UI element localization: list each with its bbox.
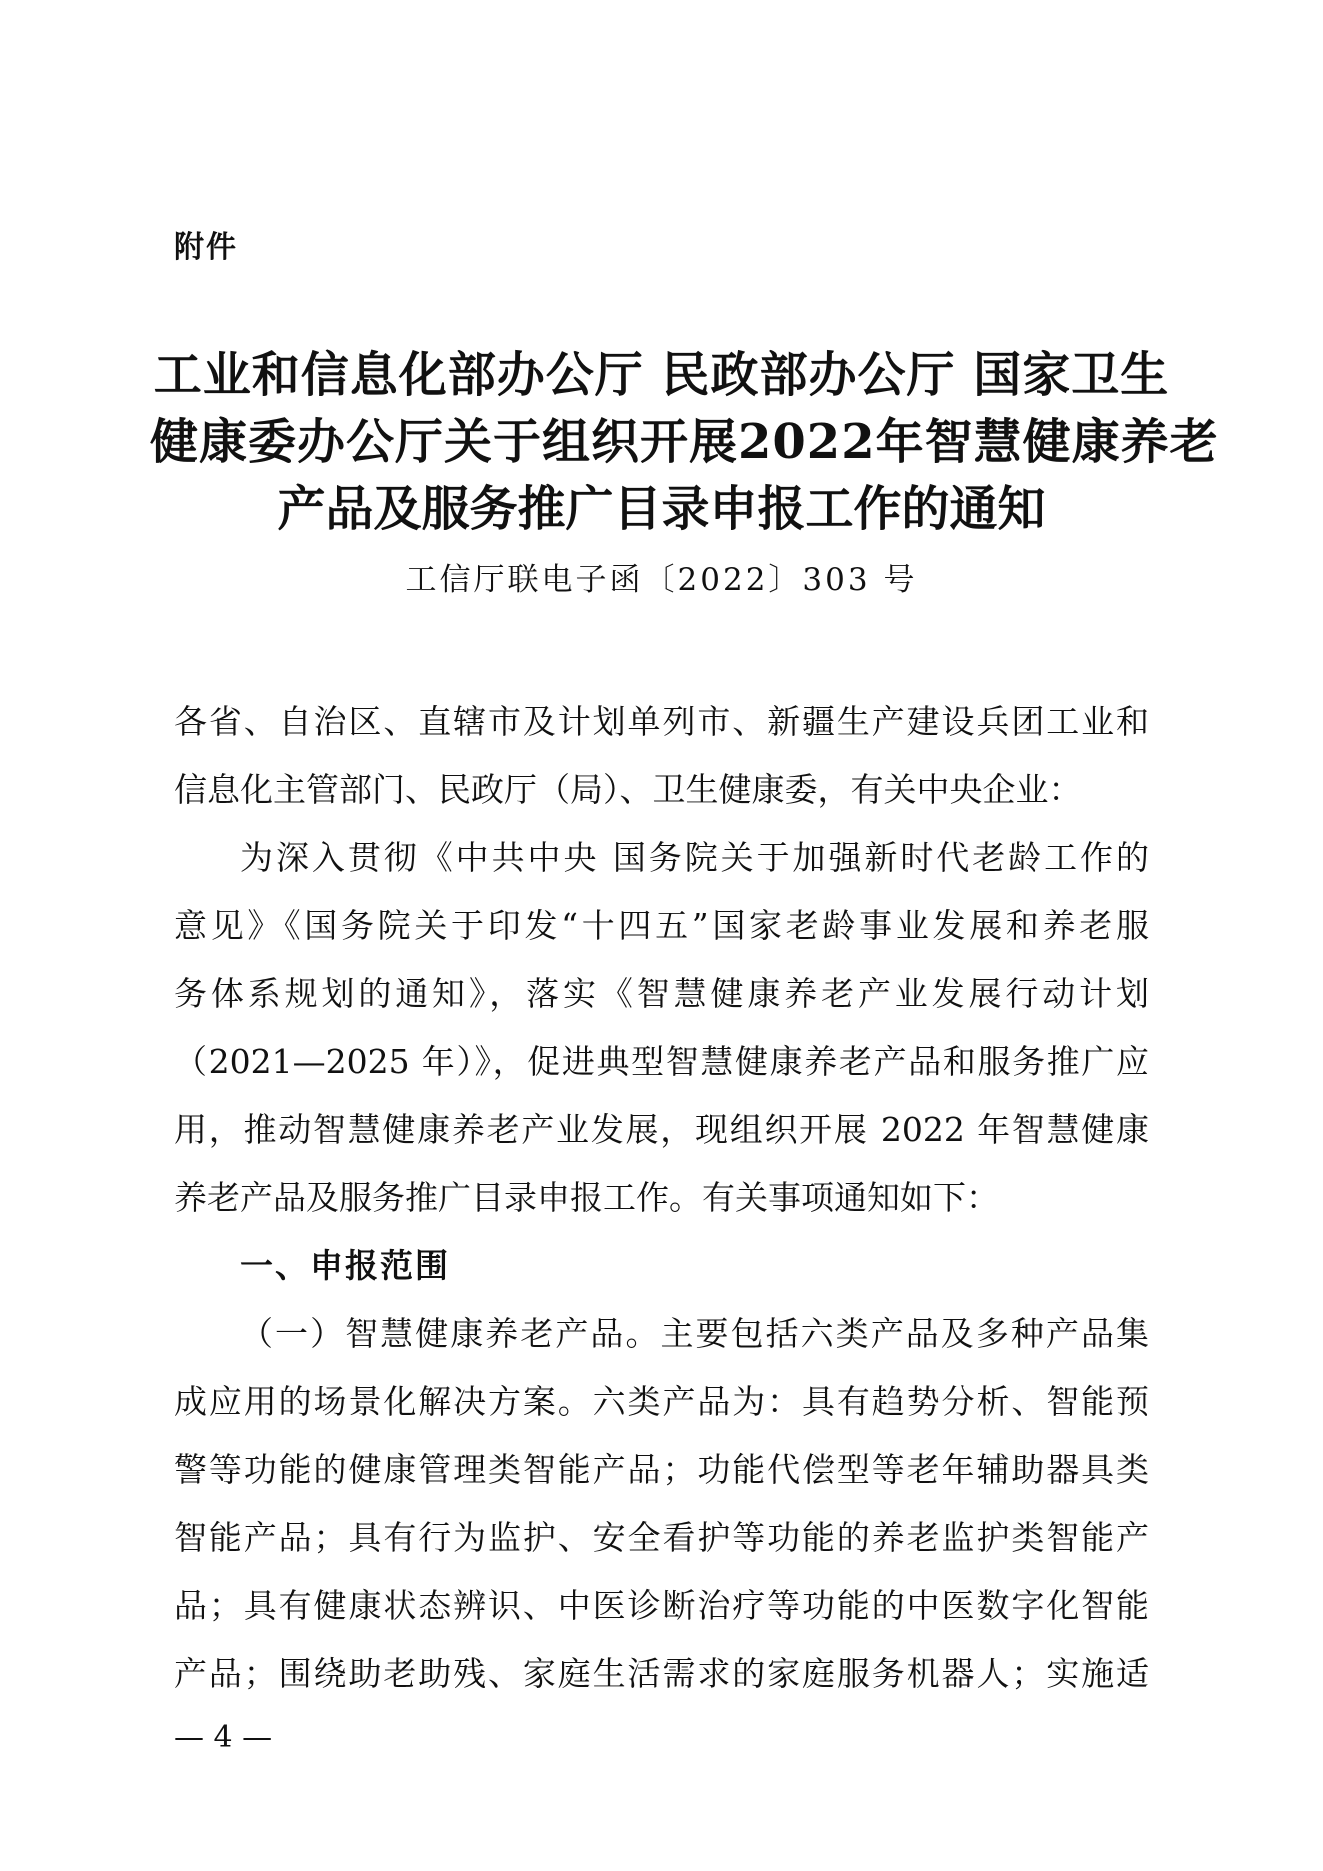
document-number: 工信厅联电子函〔2022〕303 号: [405, 562, 918, 598]
body-paragraph-line: 意见》《国务院关于印发“十四五”国家老龄事业发展和养老服: [174, 906, 1149, 945]
attachment-label: 附件: [174, 230, 238, 265]
body-paragraph-line: 品；具有健康状态辨识、中医诊断治疗等功能的中医数字化智能: [174, 1586, 1149, 1625]
body-paragraph-line: 为深入贯彻《中共中央 国务院关于加强新时代老龄工作的: [240, 838, 1149, 877]
section-heading: 一、申报范围: [240, 1246, 450, 1285]
document-title-line-2: 健康委办公厅关于组织开展2022年智慧健康养老: [150, 414, 1219, 470]
body-paragraph-line: （一）智慧健康养老产品。主要包括六类产品及多种产品集: [240, 1314, 1149, 1353]
body-paragraph-line: 成应用的场景化解决方案。六类产品为：具有趋势分析、智能预: [174, 1382, 1149, 1421]
body-paragraph-line: 养老产品及服务推广目录申报工作。有关事项通知如下：: [174, 1178, 999, 1217]
body-paragraph-line: （2021—2025 年）》，促进典型智慧健康养老产品和服务推广应: [174, 1042, 1149, 1081]
document-title-line-3: 产品及服务推广目录申报工作的通知: [277, 481, 1046, 537]
body-paragraph-line: 产品；围绕助老助残、家庭生活需求的家庭服务机器人；实施适: [174, 1654, 1149, 1693]
page-number: — 4 —: [174, 1720, 273, 1755]
body-paragraph-line: 警等功能的健康管理类智能产品；功能代偿型等老年辅助器具类: [174, 1450, 1149, 1489]
body-paragraph-line: 务体系规划的通知》，落实《智慧健康养老产业发展行动计划: [174, 974, 1149, 1013]
addressee-line-2: 信息化主管部门、民政厅（局）、卫生健康委，有关中央企业：: [174, 770, 1082, 809]
addressee-line-1: 各省、自治区、直辖市及计划单列市、新疆生产建设兵团工业和: [174, 702, 1149, 741]
body-paragraph-line: 智能产品；具有行为监护、安全看护等功能的养老监护类智能产: [174, 1518, 1149, 1557]
body-paragraph-line: 用，推动智慧健康养老产业发展，现组织开展 2022 年智慧健康: [174, 1110, 1149, 1149]
document-title-line-1: 工业和信息化部办公厅 民政部办公厅 国家卫生: [153, 347, 1170, 403]
